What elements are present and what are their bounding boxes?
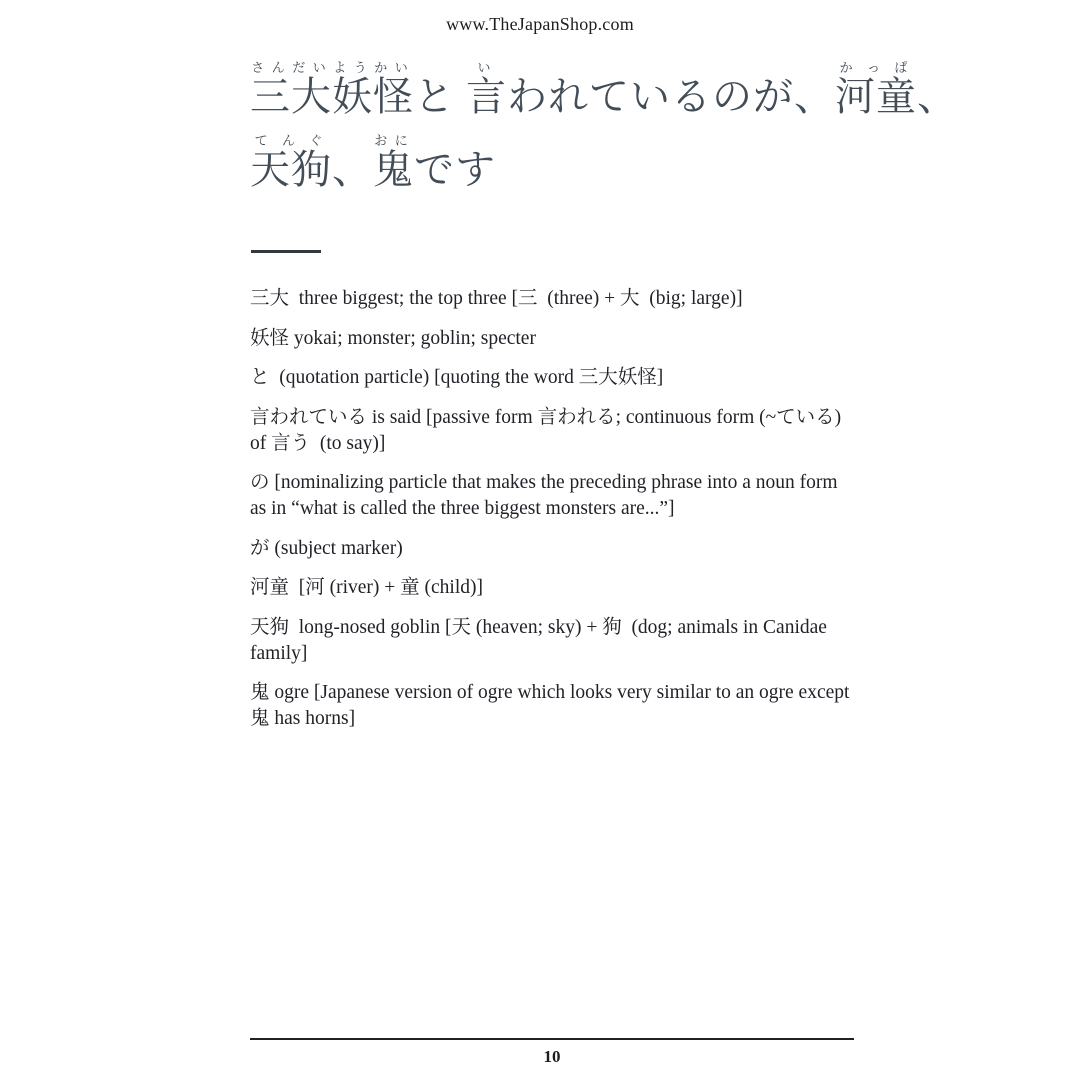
vocab-list [250,286,856,732]
headline-line-2 [250,133,856,206]
headline-segment: です [414,147,496,192]
site-url-header: www.TheJapanShop.com [446,14,634,34]
page-footer [250,1038,854,1067]
headline-segment: 三大妖怪さんだいようかい [250,60,414,119]
vocab-entry: 天狗 long-nosed goblin [天 (heaven; sky) + 狗 (dog; animals in Canidae family] [250,616,832,664]
content-column [250,0,958,746]
headline-segment: 、 [332,147,373,192]
section-divider [251,250,321,253]
vocab-entry: と (quotation particle) [quoting the word 三大妖怪] [250,367,664,388]
headline-segment: 天狗てんぐ [250,133,332,192]
vocab-entry: の [nominalizing particle that makes the preceding phrase into a noun form as in “what is called the three biggest monsters are...”] [250,472,843,519]
headline-line-1 [250,60,958,133]
vocab-entry: 鬼 ogre [Japanese version of ogre which looks very similar to an ogre except 鬼 has horns] [250,682,855,729]
headline-segment: 鬼おに [373,133,414,192]
headline-segment: と [414,74,466,119]
page-number: 10 [543,1047,561,1066]
headline-segment: 、 [917,74,958,119]
headline-segment: 河童かっぱ [835,60,917,119]
vocab-entry: 妖怪 yokai; monster; goblin; specter [250,327,536,349]
japanese-headline [250,60,958,206]
headline-segment: われているのが、 [507,74,835,119]
vocab-entry: 言われている is said [passive form 言われる; continuous form (~ている) of 言う (to say)] [250,406,847,454]
vocab-entry: 三大 three biggest; the top three [三 (three) + 大 (big; large)] [250,288,743,309]
footer-rule [250,1038,854,1040]
headline-segment: 言い [466,60,507,119]
vocab-entry: が (subject marker) [250,537,403,559]
vocab-entry: 河童 [河 (river) + 童 (child)] [250,577,484,598]
